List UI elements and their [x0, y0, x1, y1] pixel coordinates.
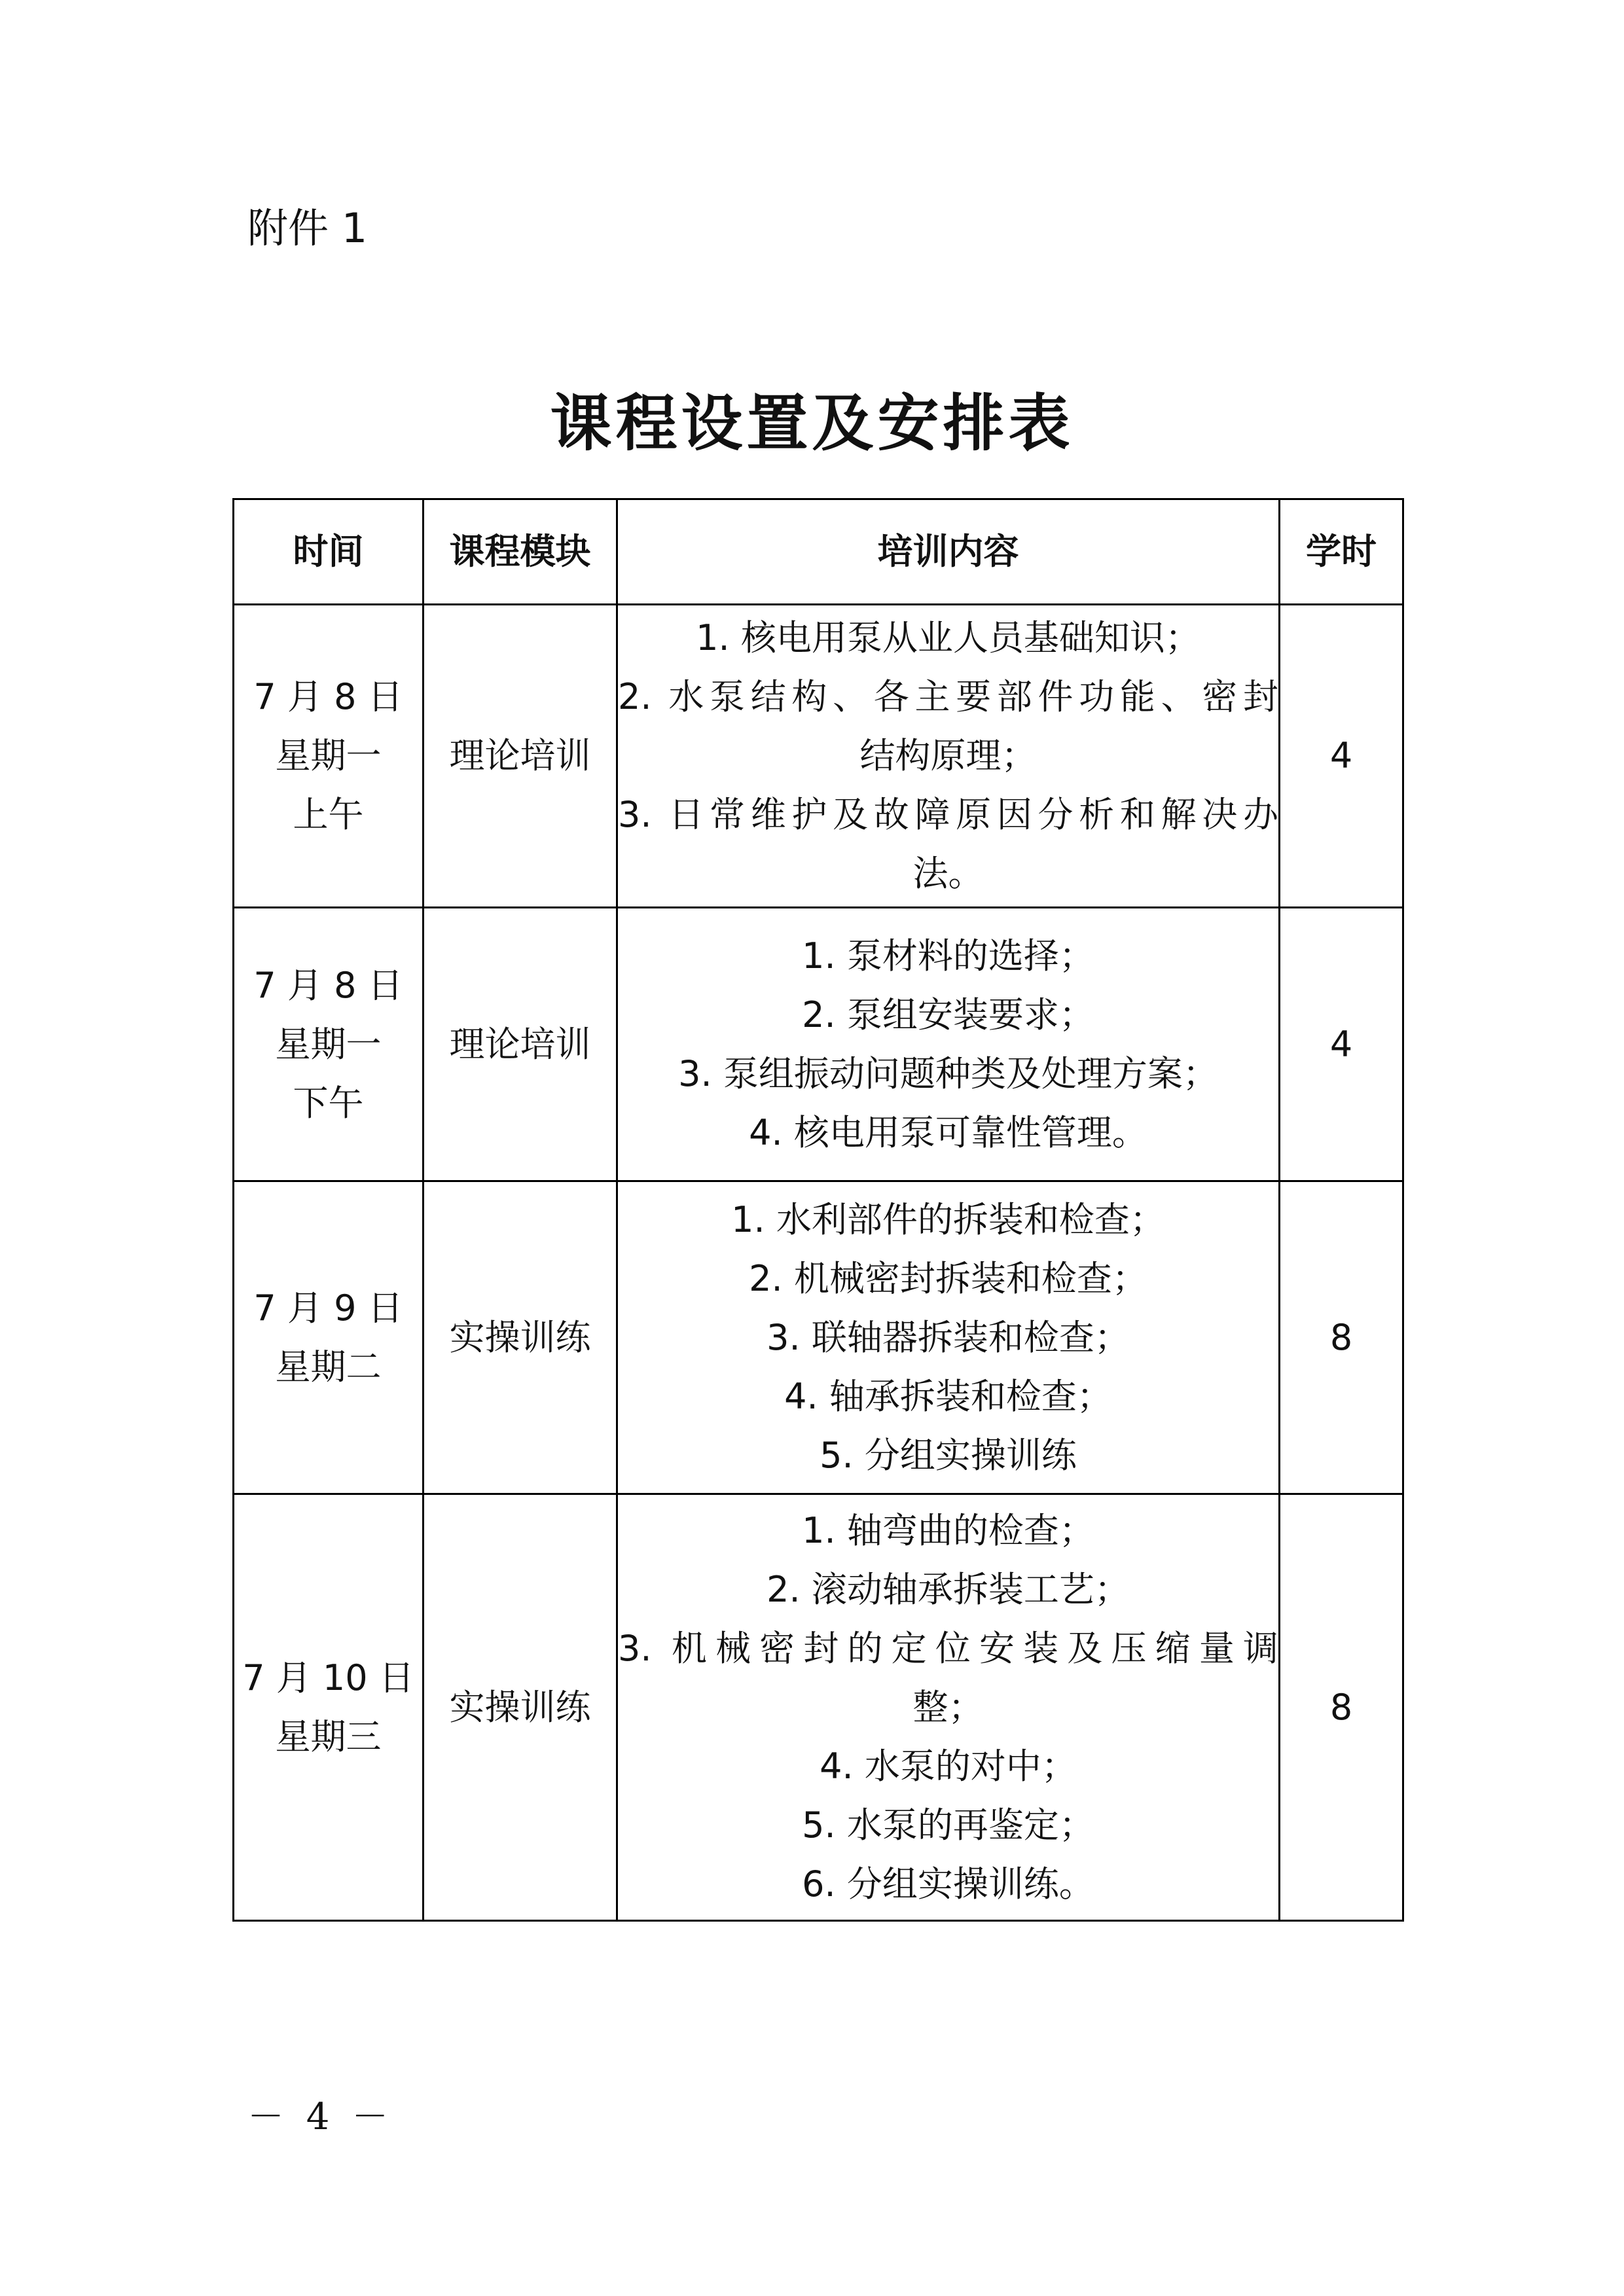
date: 7 月 9 日: [253, 1287, 403, 1329]
hours-cell: 8: [1280, 1494, 1403, 1921]
hours-cell: 8: [1280, 1181, 1403, 1494]
weekday: 星期三: [275, 1715, 382, 1757]
header-module: 课程模块: [424, 499, 617, 605]
content-cell: [617, 1181, 1280, 1494]
table-row: [234, 605, 1403, 908]
content-item: 3. 泵组振动问题种类及处理方案；: [678, 1052, 1218, 1094]
weekday: 星期一: [275, 735, 382, 776]
content-cell: [617, 908, 1280, 1181]
content-item: 1. 核电用泵从业人员基础知识；: [696, 617, 1200, 658]
hours-cell: 4: [1280, 605, 1403, 908]
content-item: 5. 分组实操训练: [820, 1434, 1077, 1476]
header-row: [234, 499, 1403, 605]
content-item: 2. 泵组安装要求；: [802, 994, 1094, 1035]
schedule-table: [232, 498, 1404, 1922]
attachment-label: 附件 1: [247, 204, 368, 252]
header-hours: 学时: [1280, 499, 1403, 605]
content-item: 5. 水泵的再鉴定；: [802, 1804, 1094, 1846]
header-time: 时间: [234, 499, 424, 605]
table-row: [234, 908, 1403, 1181]
content-item: 结构原理；: [859, 735, 1037, 776]
content-cell: [617, 1494, 1280, 1921]
content-item: 3. 机械密封的定位安装及压缩量调: [618, 1627, 1278, 1669]
content-item: 整；: [912, 1686, 984, 1728]
content-item: 2. 滚动轴承拆装工艺；: [767, 1568, 1130, 1610]
module-cell: 实操训练: [424, 1181, 617, 1494]
content-item: 2. 机械密封拆装和检查；: [749, 1257, 1147, 1299]
time-cell: [234, 605, 424, 908]
content-cell: [617, 605, 1280, 908]
content-item: 4. 轴承拆装和检查；: [784, 1375, 1112, 1417]
content-item: 1. 水利部件的拆装和检查；: [731, 1198, 1165, 1240]
content-item: 1. 泵材料的选择；: [802, 935, 1094, 977]
period: 下午: [293, 1082, 364, 1124]
module-cell: 理论培训: [424, 605, 617, 908]
content-item: 3. 联轴器拆装和检查；: [767, 1316, 1130, 1358]
document-title: 课程设置及安排表: [550, 387, 1074, 459]
module-cell: 理论培训: [424, 908, 617, 1181]
table-row: [234, 1181, 1403, 1494]
time-cell: [234, 908, 424, 1181]
time-cell: [234, 1494, 424, 1921]
date: 7 月 10 日: [242, 1657, 414, 1698]
table-row: [234, 1494, 1403, 1921]
content-item: 2. 水泵结构、各主要部件功能、密封: [618, 676, 1278, 717]
content-item: 法。: [912, 853, 984, 894]
content-item: 6. 分组实操训练。: [802, 1863, 1094, 1905]
hours-cell: 4: [1280, 908, 1403, 1181]
page-number: － 4 －: [247, 2096, 394, 2138]
weekday: 星期一: [275, 1023, 382, 1065]
date: 7 月 8 日: [253, 676, 403, 717]
content-item: 1. 轴弯曲的检查；: [802, 1509, 1094, 1551]
date: 7 月 8 日: [253, 964, 403, 1006]
content-item: 4. 核电用泵可靠性管理。: [749, 1111, 1147, 1153]
content-item: 4. 水泵的对中；: [820, 1745, 1077, 1787]
header-content: 培训内容: [617, 499, 1280, 605]
content-item: 3. 日常维护及故障原因分析和解决办: [618, 794, 1278, 835]
weekday: 星期二: [275, 1346, 382, 1388]
period: 上午: [293, 794, 364, 835]
time-cell: [234, 1181, 424, 1494]
module-cell: 实操训练: [424, 1494, 617, 1921]
